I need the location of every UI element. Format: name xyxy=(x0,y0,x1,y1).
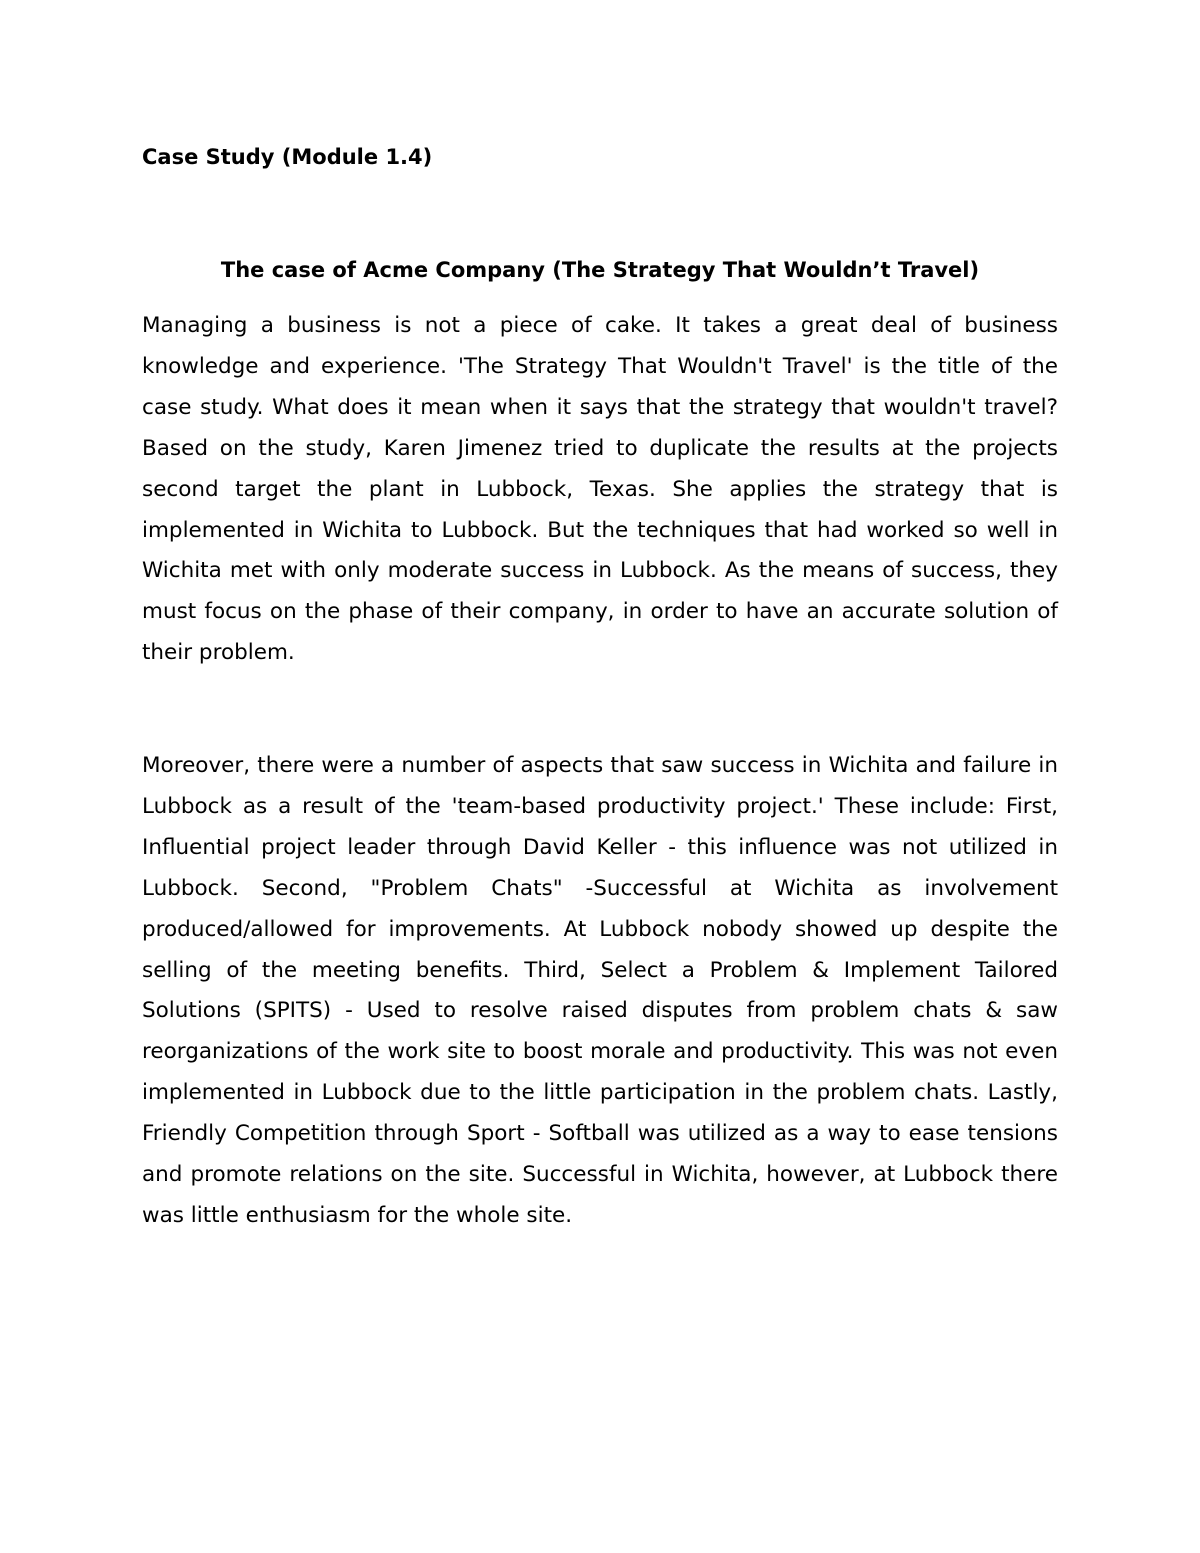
paragraph-intro: Managing a business is not a piece of cake. It takes a great deal of business knowledge and experience. 'The Strategy That Wouldn't Travel' is the title of the case study. What does it mean when it says that the strategy that wouldn't travel? Based on the study, Karen Jimenez tried to duplicate the results at the projects second target the plant in Lubbock, Texas. She applies the strategy that is implemented in Wichita to Lubbock. But the techniques that had worked so well in Wichita met with only moderate success in Lubbock. As the means of success, they must focus on the phase of their company, in order to have an accurate solution of their problem. xyxy=(142,313,1058,666)
case-title: The case of Acme Company (The Strategy That Wouldn’t Travel) xyxy=(220,258,980,282)
document-heading: Case Study (Module 1.4) xyxy=(142,145,433,169)
paragraph-aspects: Moreover, there were a number of aspects that saw success in Wichita and failure in Lubbock as a result of the 'team-based productivity project.' These include: First, Influential project leader through David Keller - this influence was not utilized in Lubbock. Second, "Problem Chats" -Successful at Wichita as involvement produced/allowed for improvements. At Lubbock nobody showed up despite the selling of the meeting benefits. Third, Select a Problem & Implement Tailored Solutions (SPITS) - Used to resolve raised disputes from problem chats & saw reorganizations of the work site to boost morale and productivity. This was not even implemented in Lubbock due to the little participation in the problem chats. Lastly, Friendly Competition through Sport - Softball was utilized as a way to ease tensions and promote relations on the site. Successful in Wichita, however, at Lubbock there was little enthusiasm for the whole site. xyxy=(142,753,1058,1228)
